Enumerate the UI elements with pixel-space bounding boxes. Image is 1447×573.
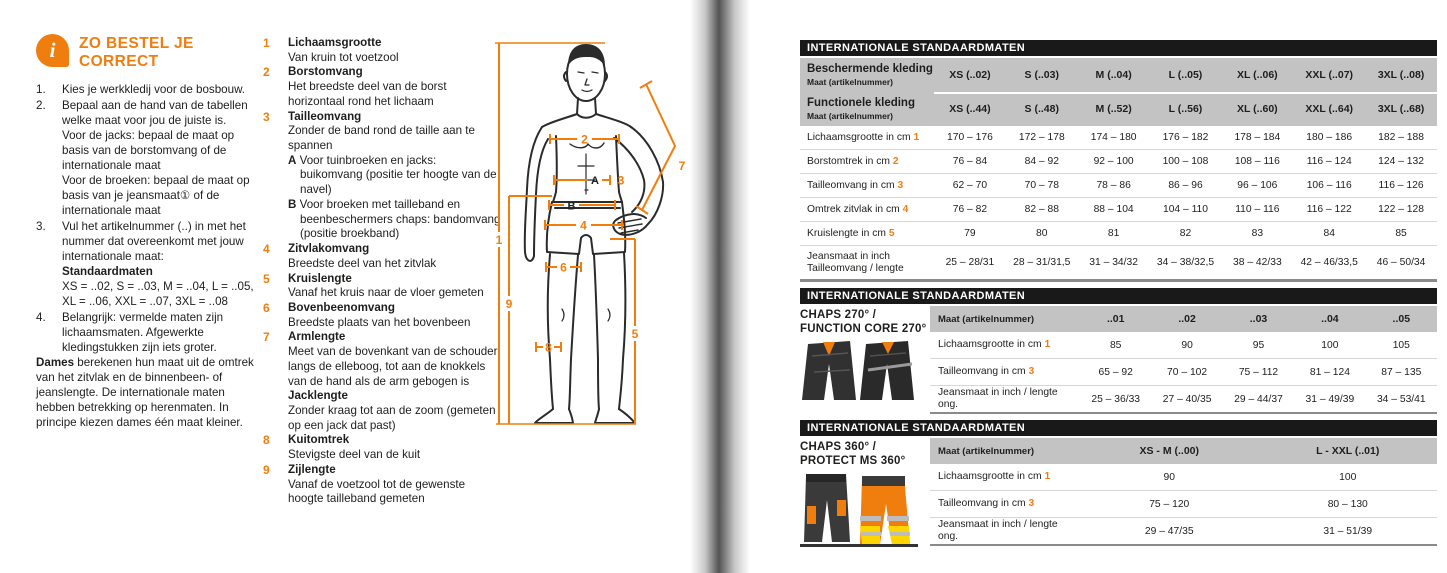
size-header: XXL (..64) bbox=[1305, 103, 1354, 115]
measurement-item bbox=[263, 65, 501, 109]
size-header: M (..04) bbox=[1095, 69, 1132, 81]
measurement-desc: Breedste deel van het zitvlak bbox=[288, 256, 437, 270]
measurement-title: Kuitomtrek bbox=[288, 433, 350, 447]
cell-value: 106 – 116 bbox=[1306, 180, 1352, 191]
size-header: ..04 bbox=[1321, 313, 1339, 325]
measurement-subtitle-desc: Zonder kraag tot aan de zoom (gemeten op een jack dat past) bbox=[288, 403, 496, 432]
table-bottom-border bbox=[930, 544, 1437, 546]
step-number: 4. bbox=[36, 310, 46, 324]
row-label-text: Lichaamsgrootte in cm bbox=[938, 339, 1042, 351]
measurement-number: 8 bbox=[263, 433, 270, 448]
cell-value: 62 – 70 bbox=[952, 180, 988, 191]
row-label-text: Jeansmaat in inch / lengte ong. bbox=[938, 387, 1058, 410]
row-label bbox=[930, 339, 1080, 351]
measurement-desc: Vanaf de voetzool tot de gewenste hoogte tailleband gemeten bbox=[288, 477, 466, 506]
size-header: L (..05) bbox=[1168, 69, 1203, 81]
cell-value: 92 – 100 bbox=[1093, 156, 1134, 167]
cell-value: 27 – 40/35 bbox=[1162, 393, 1212, 405]
figure-label-5: 5 bbox=[631, 327, 639, 341]
header-label: Maat (artikelnummer) bbox=[938, 313, 1035, 325]
row-label-text: Borstomtrek in cm bbox=[807, 155, 890, 167]
measurement-desc: Breedste plaats van het bovenbeen bbox=[288, 315, 471, 329]
measurement-desc: Van kruin tot voetzool bbox=[288, 50, 399, 64]
chaps-270-grid bbox=[930, 306, 1437, 414]
cell-value: 105 bbox=[1392, 339, 1410, 351]
size-header: XS - M (..00) bbox=[1139, 445, 1199, 457]
ladies-note bbox=[36, 356, 263, 431]
table-header-bar: INTERNATIONALE STANDAARDMATEN bbox=[800, 420, 1437, 436]
size-header: ..03 bbox=[1249, 313, 1268, 325]
measurement-title: Armlengte bbox=[288, 330, 346, 344]
measurement-desc: Vanaf het kruis naar de vloer gemeten bbox=[288, 286, 484, 300]
header-sublabel: Maat (artikelnummer) bbox=[807, 110, 893, 121]
cell-value: 75 – 120 bbox=[1149, 498, 1190, 510]
cell-value: 29 – 44/37 bbox=[1234, 393, 1283, 405]
size-header: 3XL (..08) bbox=[1377, 69, 1425, 81]
row-label-text: Tailleomvang in cm bbox=[807, 179, 895, 191]
cell-value: 122 – 128 bbox=[1378, 204, 1424, 215]
product-name-line1: CHAPS 270° / bbox=[800, 309, 877, 321]
figure-label-7: 7 bbox=[678, 159, 686, 173]
product-name-line2: FUNCTION CORE 270° bbox=[800, 322, 927, 335]
cell-value: 82 bbox=[1179, 228, 1192, 239]
cell-value: 46 – 50/34 bbox=[1376, 257, 1426, 268]
cell-value: 80 – 130 bbox=[1327, 498, 1368, 510]
table-row bbox=[930, 491, 1437, 518]
row-ref-number: 2 bbox=[892, 155, 899, 167]
cell-value: 90 bbox=[1181, 339, 1193, 351]
measurement-title: Zitvlakomvang bbox=[288, 242, 370, 256]
cell-value: 124 – 132 bbox=[1378, 156, 1424, 167]
size-tables bbox=[800, 40, 1437, 546]
row-label-text2: Tailleomvang / lengte bbox=[807, 262, 904, 274]
measurement-number: 5 bbox=[263, 271, 270, 286]
order-instructions bbox=[36, 34, 263, 431]
row-ref-number: 1 bbox=[1044, 471, 1051, 483]
table-row bbox=[800, 150, 1437, 174]
measurement-item bbox=[263, 433, 501, 462]
cell-value: 31 – 49/39 bbox=[1305, 393, 1355, 405]
cell-value: 82 – 88 bbox=[1024, 204, 1059, 215]
header-row-protective bbox=[800, 58, 1437, 92]
cell-value: 100 bbox=[1321, 339, 1339, 351]
row-ref-number: 1 bbox=[1044, 339, 1051, 351]
measurement-number: 2 bbox=[263, 65, 270, 80]
info-icon-glyph: i bbox=[49, 38, 56, 62]
cell-value: 38 – 42/33 bbox=[1233, 257, 1282, 268]
row-label-text: Lichaamsgrootte in cm bbox=[938, 471, 1042, 483]
cell-value: 79 bbox=[964, 228, 976, 239]
cell-value: 34 – 38/32,5 bbox=[1156, 257, 1215, 268]
row-label bbox=[800, 180, 934, 192]
figure-label-9: 9 bbox=[505, 297, 513, 311]
header-label: Maat (artikelnummer) bbox=[938, 445, 1035, 457]
cell-value: 100 – 108 bbox=[1162, 156, 1209, 167]
row-label bbox=[930, 498, 1080, 510]
cell-value: 116 – 126 bbox=[1378, 180, 1424, 191]
cell-value: 174 – 180 bbox=[1090, 132, 1137, 143]
table-row bbox=[800, 126, 1437, 150]
table-size-header bbox=[930, 306, 1437, 332]
step-item bbox=[36, 220, 263, 310]
product-image-chaps-360 bbox=[800, 468, 922, 548]
step-text: Voor de jacks: bepaal de maat op basis van de borstomvang of de internationale maat bbox=[62, 129, 235, 173]
ladies-note-lead: Dames bbox=[36, 356, 75, 370]
cell-value: 96 – 106 bbox=[1237, 180, 1278, 191]
cell-value: 83 bbox=[1251, 228, 1264, 239]
table-row bbox=[930, 332, 1437, 359]
row-ref-number: 3 bbox=[897, 179, 904, 191]
cell-value: 108 – 116 bbox=[1234, 156, 1280, 167]
measurement-title: Kruislengte bbox=[288, 271, 352, 285]
cell-value: 31 – 51/39 bbox=[1323, 525, 1373, 537]
header-row-label bbox=[800, 97, 934, 120]
cell-value: 170 – 176 bbox=[947, 132, 993, 143]
man-outline bbox=[525, 44, 663, 423]
page-title-line1: ZO BESTEL JE bbox=[79, 35, 194, 52]
measurement-desc: Stevigste deel van de kuit bbox=[288, 448, 421, 462]
step-number: 3. bbox=[36, 219, 46, 233]
row-label bbox=[930, 471, 1080, 483]
cell-value: 85 bbox=[1395, 228, 1407, 239]
cell-value: 76 – 82 bbox=[952, 204, 988, 215]
step-number: 1. bbox=[36, 83, 46, 97]
cell-value: 90 bbox=[1163, 471, 1175, 483]
size-header: XXL (..07) bbox=[1305, 69, 1354, 81]
info-header bbox=[36, 34, 263, 70]
measurement-desc: Zonder de band rond de taille aan te spannen bbox=[288, 124, 475, 153]
step-text: Belangrijk: vermelde maten zijn lichaamsmaten. Afgewerkte kledingstukken zijn iets groter. bbox=[62, 310, 224, 354]
cell-value: 182 – 188 bbox=[1378, 132, 1424, 143]
row-label-text: Tailleomvang in cm bbox=[938, 366, 1026, 378]
measurement-number: 9 bbox=[263, 462, 270, 477]
header-divider bbox=[934, 92, 1437, 94]
step-sizes-text: XS = ..02, S = ..03, M = ..04, L = ..05, XL = ..06, XXL = ..07, 3XL = ..08 bbox=[62, 279, 254, 308]
page-fold-shadow bbox=[690, 0, 750, 573]
sub-b-letter: B bbox=[288, 197, 297, 211]
measurement-item bbox=[263, 36, 501, 65]
row-label bbox=[800, 251, 934, 275]
size-header: ..01 bbox=[1106, 313, 1125, 325]
row-label bbox=[930, 519, 1080, 543]
table-size-header bbox=[930, 438, 1437, 464]
cell-value: 87 – 135 bbox=[1381, 366, 1422, 378]
size-header: XS (..02) bbox=[949, 69, 991, 81]
product-image-chaps-270 bbox=[800, 336, 922, 406]
cell-value: 95 bbox=[1252, 339, 1265, 351]
header-sublabel: Maat (artikelnummer) bbox=[807, 76, 893, 87]
cell-value: 25 – 28/31 bbox=[945, 257, 995, 268]
measurement-subtitle: Jacklengte bbox=[288, 389, 348, 403]
size-header: XL (..06) bbox=[1237, 69, 1278, 81]
size-header: ..02 bbox=[1178, 313, 1196, 325]
size-header: L (..56) bbox=[1168, 103, 1203, 115]
info-icon bbox=[36, 34, 69, 67]
cell-value: 110 – 116 bbox=[1235, 204, 1280, 215]
measurement-item bbox=[263, 272, 501, 301]
figure-label-1: 1 bbox=[495, 233, 503, 247]
cell-value: 78 – 86 bbox=[1096, 180, 1131, 191]
measurement-title: Lichaamsgrootte bbox=[288, 36, 382, 49]
measurement-number: 1 bbox=[263, 36, 270, 50]
step-text: Kies je werkkledij voor de bosbouw. bbox=[62, 83, 246, 97]
measurement-title: Bovenbeenomvang bbox=[288, 300, 395, 314]
row-label bbox=[800, 204, 934, 216]
body-figure bbox=[478, 24, 693, 429]
figure-label-a: A bbox=[591, 175, 599, 187]
size-header: XL (..60) bbox=[1237, 103, 1278, 115]
table-header-bar: INTERNATIONALE STANDAARDMATEN bbox=[800, 288, 1437, 304]
measurement-desc: Meet van de bovenkant van de schouder, langs de elleboog, tot aan de knokkels van de hand als de arm gebogen is bbox=[288, 345, 501, 388]
measurement-item bbox=[263, 242, 501, 271]
table-row bbox=[930, 386, 1437, 412]
row-label-text: Omtrek zitvlak in cm bbox=[807, 203, 900, 215]
chaps-360-grid bbox=[930, 438, 1437, 546]
table-size-header bbox=[800, 58, 1437, 126]
product-name bbox=[800, 309, 926, 337]
cell-value: 70 – 102 bbox=[1167, 366, 1208, 378]
table-bottom-border bbox=[800, 279, 1437, 282]
row-label-text: Kruislengte in cm bbox=[807, 227, 886, 239]
cell-value: 88 – 104 bbox=[1093, 204, 1134, 215]
measurement-desc: Het breedste deel van de borst horizontaal rond het lichaam bbox=[288, 80, 447, 108]
cell-value: 42 – 46/33,5 bbox=[1300, 257, 1358, 268]
ladies-note-text: berekenen hun maat uit de omtrek van het zitvlak en de binnenbeen- of jeanslengte. De internationale maten hebben betrekking op herenmaten. In principe kiezen dames één maat kleiner. bbox=[36, 356, 254, 430]
row-label bbox=[930, 387, 1080, 411]
step-text: Bepaal aan de hand van de tabellen welke maat voor jou de juiste is. bbox=[62, 99, 248, 128]
cell-value: 29 – 47/35 bbox=[1144, 525, 1194, 537]
cell-value: 28 – 31/31,5 bbox=[1013, 257, 1071, 268]
size-header: L - XXL (..01) bbox=[1316, 445, 1380, 457]
row-ref-number: 1 bbox=[913, 131, 920, 143]
table-header-bar: INTERNATIONALE STANDAARDMATEN bbox=[800, 40, 1437, 56]
cell-value: 86 – 96 bbox=[1168, 180, 1203, 191]
figure-label-3: 3 bbox=[617, 173, 625, 188]
cell-value: 104 – 110 bbox=[1162, 204, 1209, 215]
header-label: Functionele kleding bbox=[807, 97, 915, 110]
header-label: Beschermende kleding bbox=[807, 63, 933, 76]
header-row-label bbox=[800, 63, 934, 86]
size-header: XS (..44) bbox=[949, 103, 991, 115]
figure-label-4: 4 bbox=[580, 218, 587, 233]
measurement-definitions bbox=[263, 36, 501, 507]
cell-value: 85 bbox=[1109, 339, 1122, 351]
measurement-number: 4 bbox=[263, 242, 270, 257]
row-label bbox=[800, 156, 934, 168]
row-label-text: Jeansmaat in inch / lengte ong. bbox=[938, 519, 1058, 542]
cell-value: 100 bbox=[1339, 471, 1357, 483]
sub-a-letter: A bbox=[288, 153, 297, 167]
cell-value: 84 bbox=[1323, 228, 1335, 239]
measurement-title: Borstomvang bbox=[288, 65, 363, 79]
cell-value: 65 – 92 bbox=[1098, 366, 1133, 378]
cell-value: 80 bbox=[1036, 228, 1048, 239]
row-ref-number: 4 bbox=[902, 203, 909, 215]
cell-value: 176 – 182 bbox=[1162, 132, 1209, 143]
measurement-item bbox=[263, 330, 501, 433]
size-header: ..05 bbox=[1392, 313, 1411, 325]
table-row bbox=[930, 359, 1437, 386]
measurement-title: Zijlengte bbox=[288, 462, 336, 476]
table-bottom-border bbox=[930, 412, 1437, 414]
table-row bbox=[800, 198, 1437, 222]
header-row-functional bbox=[800, 92, 1437, 126]
size-header: 3XL (..68) bbox=[1377, 103, 1425, 115]
table-row bbox=[800, 246, 1437, 279]
measurement-number: 6 bbox=[263, 300, 270, 315]
sub-a-text: Voor tuinbroeken en jacks: buikomvang (positie ter hoogte van de navel) bbox=[299, 153, 497, 197]
table-row bbox=[800, 222, 1437, 246]
table-row bbox=[800, 174, 1437, 198]
cell-value: 25 – 36/33 bbox=[1091, 393, 1141, 405]
measurement-item bbox=[263, 110, 501, 242]
row-label bbox=[800, 228, 934, 240]
step-text: Vul het artikelnummer (..) in met het nummer dat overeenkomt met jouw internationale maat: bbox=[62, 219, 246, 263]
size-header: M (..52) bbox=[1095, 103, 1132, 115]
row-ref-number: 5 bbox=[888, 227, 895, 239]
row-label bbox=[800, 132, 934, 144]
cell-value: 81 – 124 bbox=[1309, 366, 1350, 378]
cell-value: 84 – 92 bbox=[1024, 156, 1059, 167]
row-ref-number: 3 bbox=[1028, 366, 1035, 378]
cell-value: 76 – 84 bbox=[952, 156, 988, 167]
figure-label-8: 8 bbox=[545, 340, 552, 355]
measurement-item bbox=[263, 463, 501, 507]
figure-label-2: 2 bbox=[581, 132, 588, 147]
cell-value: 180 – 186 bbox=[1306, 132, 1353, 143]
size-table-standard bbox=[800, 40, 1437, 282]
figure-label-6: 6 bbox=[560, 260, 567, 275]
cell-value: 31 – 34/32 bbox=[1089, 257, 1138, 268]
page-title-line2: CORRECT bbox=[79, 52, 159, 70]
step-item bbox=[36, 99, 263, 219]
product-name bbox=[800, 441, 905, 469]
size-table-chaps-270 bbox=[800, 288, 1437, 414]
step-item bbox=[36, 83, 263, 98]
sub-b-text: Voor broeken met tailleband en beenbeschermers chaps: bandomvang (positie broekband) bbox=[299, 197, 501, 241]
step-subheading: Standaardmaten bbox=[62, 264, 153, 278]
cell-value: 116 – 122 bbox=[1306, 204, 1352, 215]
measurement-number: 3 bbox=[263, 109, 270, 124]
row-label-text: Tailleomvang in cm bbox=[938, 498, 1026, 510]
product-name-line2: PROTECT MS 360° bbox=[800, 454, 906, 467]
measurement-sub-a bbox=[288, 154, 501, 198]
table-row bbox=[930, 518, 1437, 544]
size-table-chaps-360 bbox=[800, 420, 1437, 546]
cell-value: 70 – 78 bbox=[1024, 180, 1059, 191]
cell-value: 172 – 178 bbox=[1018, 132, 1065, 143]
cell-value: 81 bbox=[1107, 228, 1120, 239]
row-label-text: Jeansmaat in inch bbox=[807, 250, 890, 262]
table-row bbox=[930, 464, 1437, 491]
row-ref-number: 3 bbox=[1028, 498, 1035, 510]
step-number: 2. bbox=[36, 99, 46, 113]
size-header: S (..03) bbox=[1024, 69, 1059, 81]
cell-value: 178 – 184 bbox=[1234, 132, 1281, 143]
measurement-sub-b bbox=[288, 198, 501, 242]
measurement-number: 7 bbox=[263, 330, 270, 345]
step-text: Voor de broeken: bepaal de maat op basis van je jeansmaat① of de internationale maat bbox=[62, 174, 250, 217]
figure-label-b: B bbox=[567, 200, 576, 213]
page-title bbox=[79, 34, 194, 70]
cell-value: 75 – 112 bbox=[1238, 366, 1279, 378]
measurement-item bbox=[263, 301, 501, 330]
cell-value: 34 – 53/41 bbox=[1376, 393, 1426, 405]
measurement-title: Tailleomvang bbox=[288, 109, 362, 123]
cell-value: 116 – 124 bbox=[1306, 156, 1352, 167]
step-item bbox=[36, 311, 263, 356]
row-label bbox=[930, 366, 1080, 378]
product-name-line1: CHAPS 360° / bbox=[800, 441, 877, 453]
size-header: S (..48) bbox=[1024, 103, 1059, 115]
row-label-text: Lichaamsgrootte in cm bbox=[807, 131, 911, 143]
